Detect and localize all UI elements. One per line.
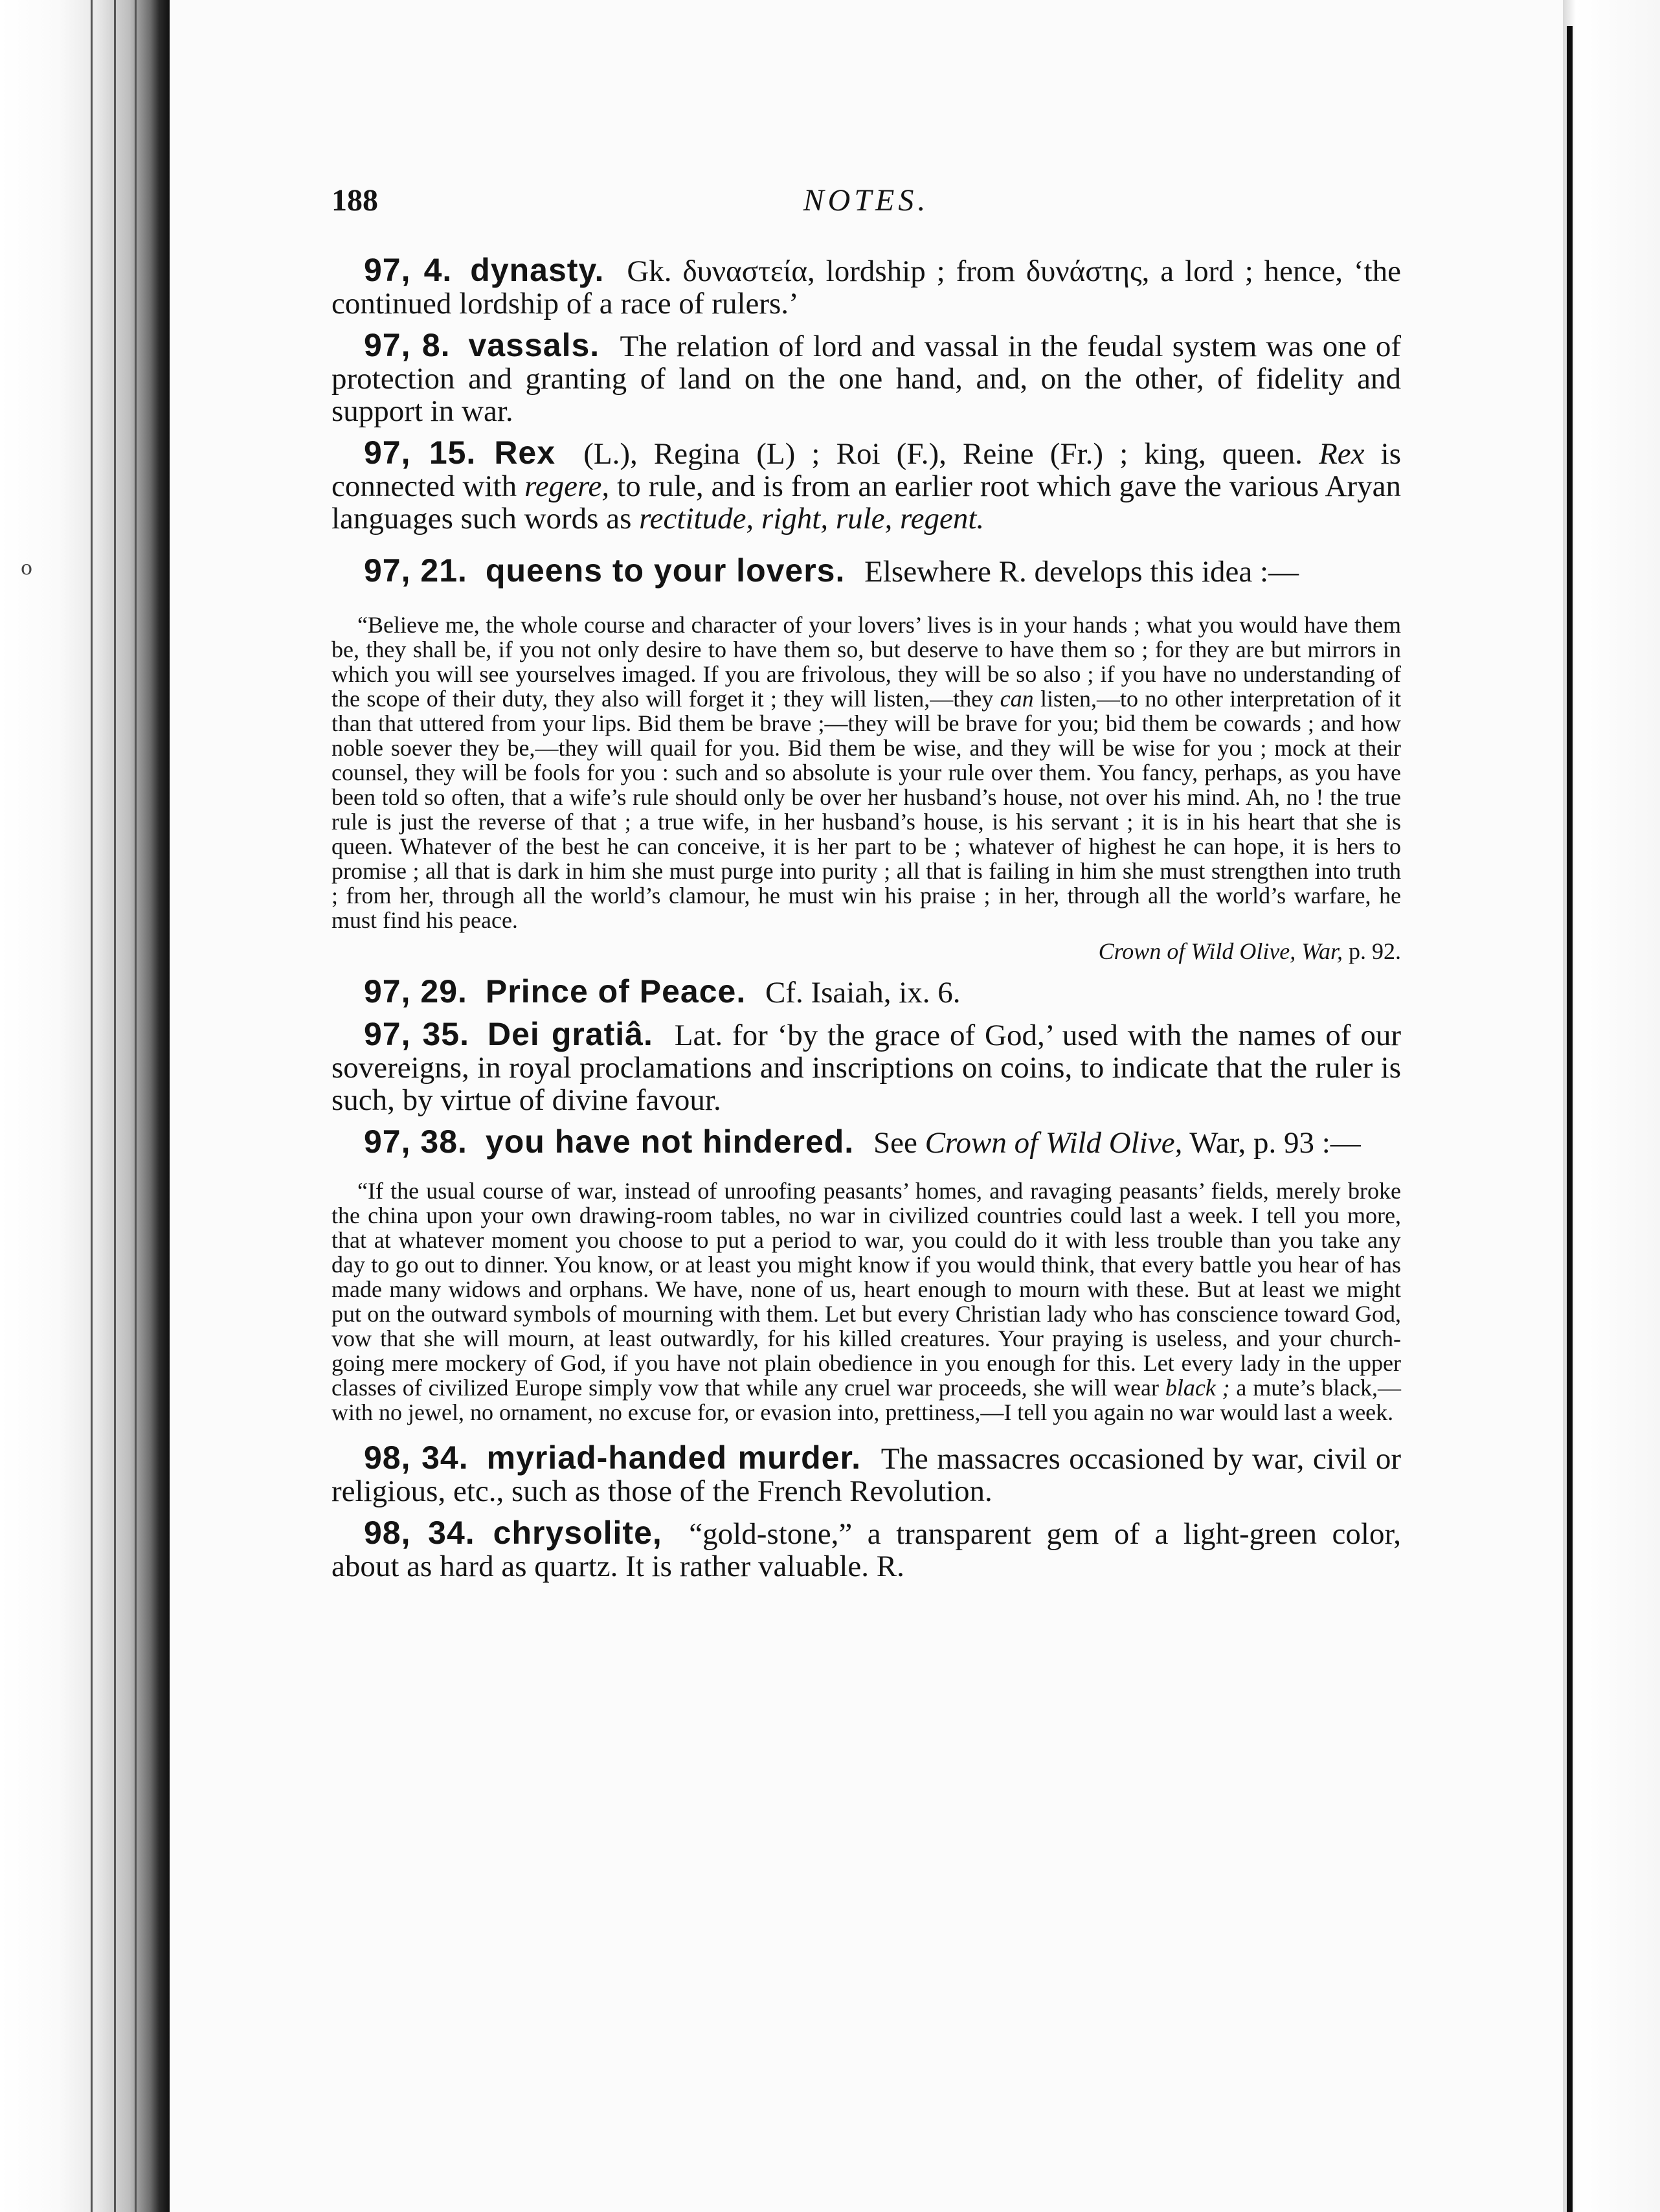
quotation-citation: [331, 938, 1401, 965]
note-reference: 97, 15.: [364, 435, 477, 471]
note-text: is connected with: [331, 437, 1402, 503]
book-binding-right: [1563, 0, 1660, 2212]
quotation-text: listen,—to no other interpretation of it than that uttered from your lips. Bid them be brave ;—they will be brave for you; bid them be cowards ; and how noble soever they be,—they will quail for you. Bid them be wise, and they will be wise for you ; mock at their counsel, they will be fools for you : such and so absolute is your rule over them. You fancy, perhaps, as you have been told so often, that a wife’s rule should only be over her husband’s house, not over his mind. Ah, no ! the true rule is just the reverse of that ; a true wife, in her husband’s house, is his servant ; it is in his heart that she is queen. Whatever of the best he can conceive, it is her part to be ; whatever of highest he can hope, it is hers to promise ; all that is dark in him she must purge into purity ; all that is failing in him she must strengthen into truth ; from her, through all the world’s clamour, he must win his praise ; in her, through all the world’s warfare, he must find his peace.: [331, 686, 1401, 933]
note-text-italic: regere,: [524, 469, 610, 503]
page-number: 188: [331, 183, 378, 218]
note-term: queens to your lovers.: [485, 552, 846, 589]
quotation-italic: can: [1000, 686, 1034, 712]
ruskin-quotation: [331, 613, 1401, 932]
note-text: The relation of lord and vassal in the feudal system was one of protection and granting of land on the one hand, and, on the other, of fidelity and support in war.: [331, 330, 1401, 428]
citation-page: p. 92.: [1343, 938, 1401, 964]
note-term: chrysolite,: [493, 1515, 662, 1551]
note-prince-of-peace: [331, 975, 1401, 1009]
note-text-italic: Crown of Wild Olive,: [925, 1126, 1183, 1160]
binding-stripe: [135, 0, 137, 2212]
note-text: War, p. 93 :—: [1182, 1126, 1361, 1160]
running-title: NOTES.: [803, 183, 930, 218]
note-reference: 97, 29.: [364, 973, 467, 1010]
quotation-text: “If the usual course of war, instead of unroofing peasants’ homes, and ravaging peasants’ fields, merely broke the china upon your own drawing-room tables, no war in civilized countries could last a week. I tell you more, that at whatever moment you choose to put a period to war, you could do it with less trouble than you take any day to go out to dinner. You know, or at least you might know if you would think, that every battle you hear of has made many widows and orphans. We have, none of us, heart enough to mourn with these. But at least we might put on the outward symbols of mourning with them. Let but every Christian lady who has conscience toward God, vow that she will mourn, at least outwardly, for his killed creatures. Your praying is useless, and your church-going mere mockery of God, if you have not plain obedience in you enough for this. Let every lady in the upper classes of civilized Europe simply vow that while any cruel war proceeds, she will wear: [331, 1178, 1401, 1401]
note-reference: 97, 4.: [364, 252, 453, 288]
note-reference: 97, 35.: [364, 1016, 470, 1052]
note-term: Dei gratiâ.: [488, 1016, 653, 1052]
note-text: See: [873, 1126, 925, 1160]
citation-title: Crown of Wild Olive, War,: [1098, 938, 1343, 964]
note-term: Rex: [494, 435, 556, 471]
note-chrysolite: [331, 1517, 1401, 1583]
binding-stripe: [114, 0, 116, 2212]
note-reference: 98, 34.: [364, 1515, 475, 1551]
note-reference: 98, 34.: [364, 1439, 469, 1476]
book-binding-left: [0, 0, 170, 2212]
note-text: to rule, and is from an earlier root which gave the various Aryan languages such words as: [331, 469, 1402, 536]
quotation-text: “Believe me, the whole course and character of your lovers’ lives is in your hands ; what you would have them be, they shall be, if you not only desire to have them so, but deserve to have them so ; for they are but mirrors in which you will see yourselves imaged. If you are frivolous, they will be so also ; if you have no understanding of the scope of their duty, they also will forget it ; they will listen,—they: [331, 612, 1401, 712]
note-text: (L.), Regina (L) ; Roi (F.), Reine (Fr.) ; king, queen.: [583, 437, 1303, 471]
note-queens: [331, 554, 1401, 588]
note-term: vassals.: [468, 327, 600, 363]
note-text-italic: Rex: [1319, 437, 1365, 471]
binding-stripe: [91, 0, 93, 2212]
note-rex: [331, 436, 1401, 535]
notes-content: [331, 254, 1401, 1592]
note-dei-gratia: [331, 1018, 1401, 1116]
note-text: Gk. δυναστεία, lordship ; from δυνάστης, a lord ; hence, ‘the continued lordship of a race of rulers.’: [331, 254, 1401, 321]
note-vassals: [331, 329, 1401, 427]
note-text: Cf. Isaiah, ix. 6.: [765, 976, 961, 1010]
note-dynasty: [331, 254, 1401, 320]
quotation-text: a mute’s black,—with no jewel, no ornament, no excuse for, or evasion into, prettiness,—I tell you again no war would last a week.: [331, 1375, 1401, 1425]
note-text: The massacres occasioned by war, civil or religious, etc., such as those of the French Revolution.: [331, 1442, 1401, 1508]
next-page-edge: [1567, 26, 1573, 2212]
note-reference: 97, 38.: [364, 1123, 467, 1160]
note-not-hindered: [331, 1125, 1401, 1159]
note-reference: 97, 21.: [364, 552, 467, 589]
note-text-italic: rectitude, right, rule, regent.: [639, 502, 985, 536]
note-term: Prince of Peace.: [485, 973, 746, 1010]
note-term: dynasty.: [470, 252, 605, 288]
page-header: [331, 183, 1401, 228]
note-text: Elsewhere R. develops this idea :—: [864, 555, 1299, 589]
margin-mark: o: [21, 557, 33, 580]
note-text: Lat. for ‘by the grace of God,’ used with the names of our sovereigns, in royal proclamations and inscriptions on coins, to indicate that the ruler is such, by virtue of divine favour.: [331, 1019, 1402, 1117]
note-text: “gold-stone,” a transparent gem of a light-green color, about as hard as quartz. It is rather valuable. R.: [331, 1517, 1401, 1583]
note-term: myriad-handed murder.: [486, 1439, 862, 1476]
note-term: you have not hindered.: [485, 1123, 855, 1160]
quotation-italic: black ;: [1165, 1375, 1230, 1401]
note-reference: 97, 8.: [364, 327, 451, 363]
note-myriad-handed-murder: [331, 1441, 1401, 1507]
war-quotation: [331, 1179, 1401, 1425]
